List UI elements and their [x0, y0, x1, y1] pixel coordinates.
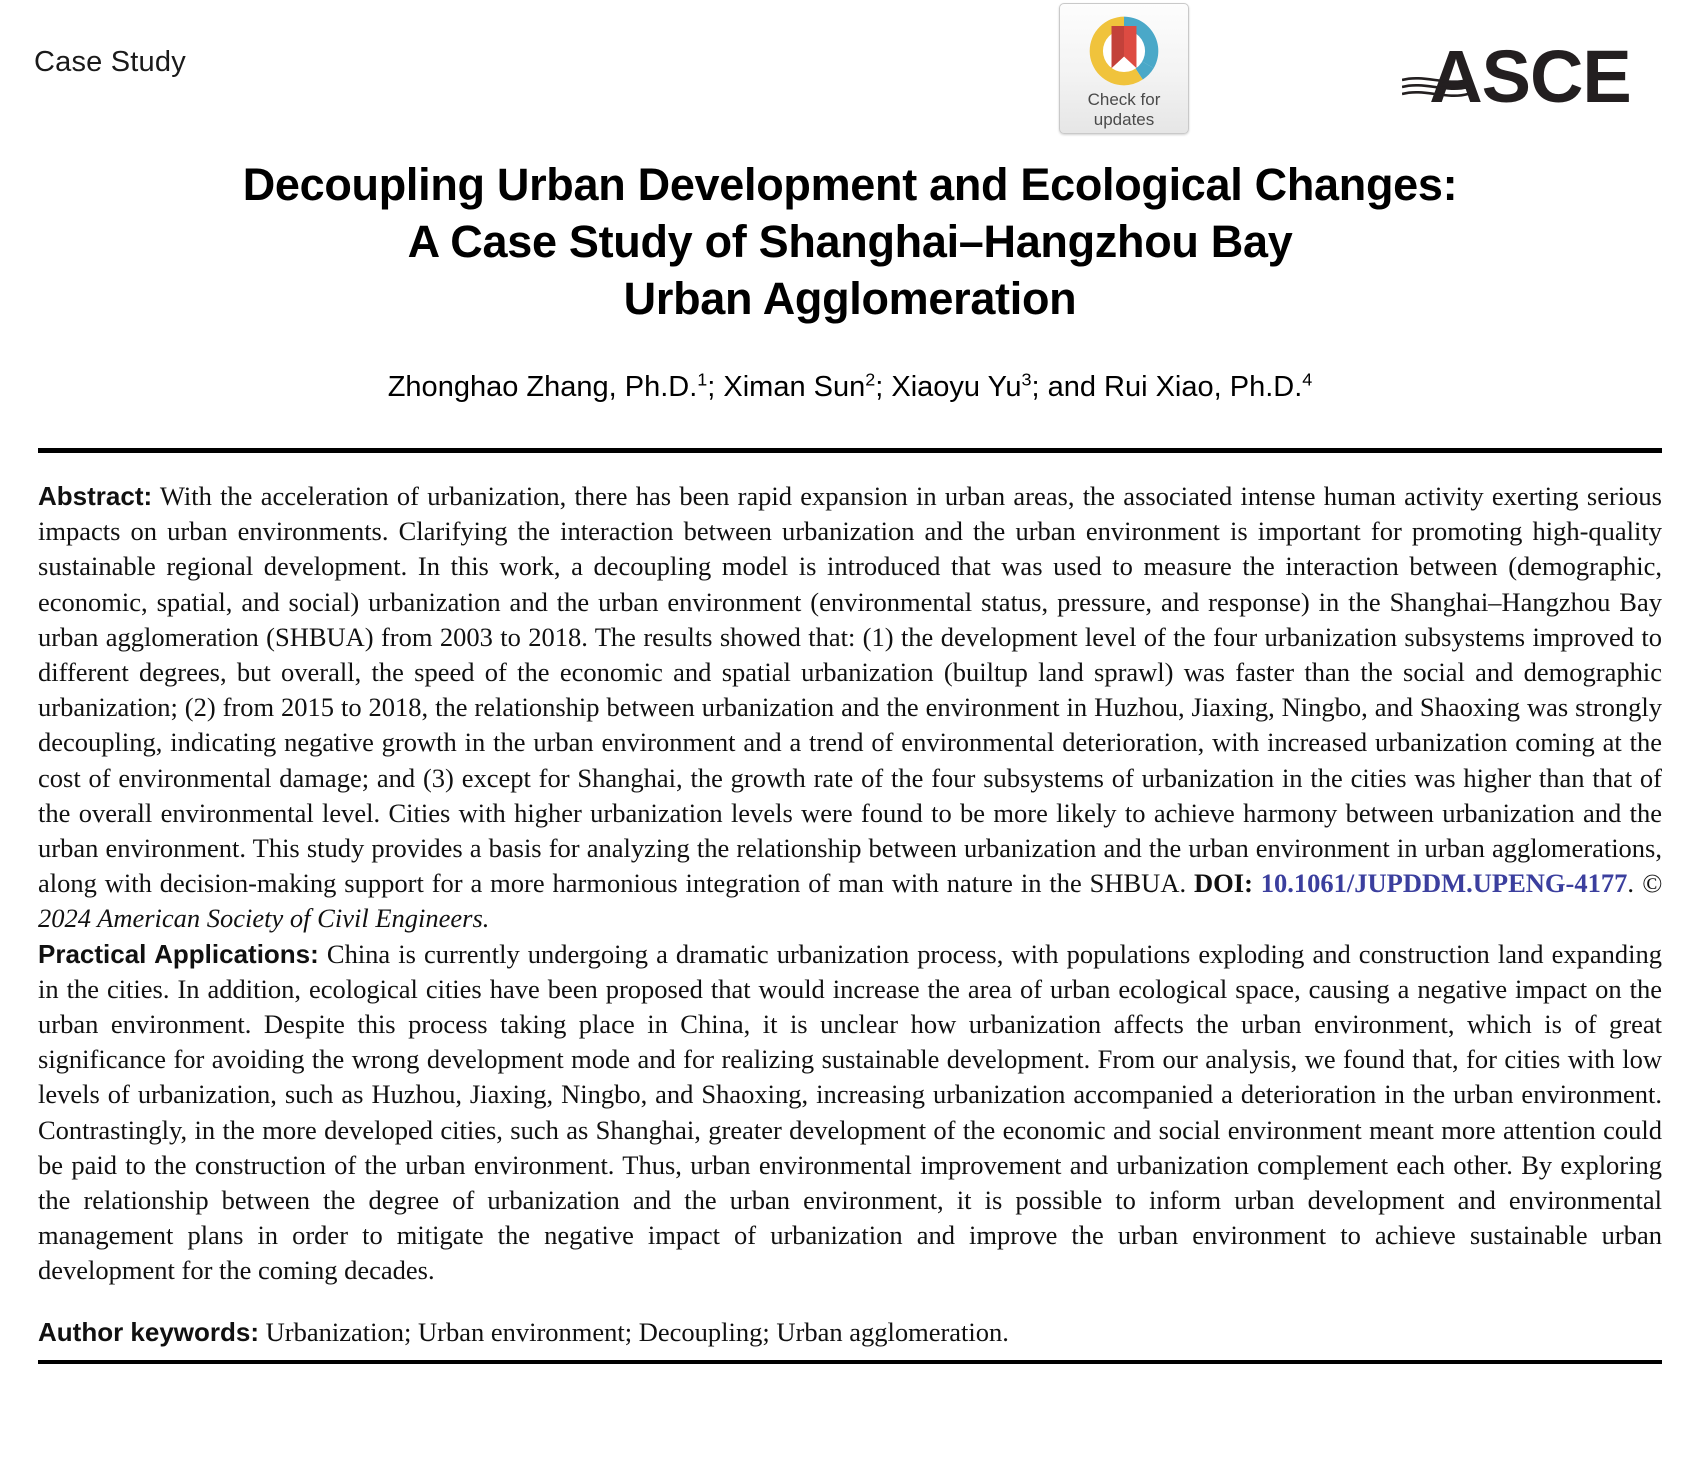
crossmark-label-line1: Check for: [1087, 90, 1161, 109]
author-keywords-text: Urbanization; Urban environment; Decoupling; Urban agglomeration.: [265, 1316, 1009, 1347]
author-list: [34, 371, 1666, 404]
abstract-label: Abstract:: [38, 481, 153, 511]
article-type-label: Case Study: [34, 46, 186, 78]
article-body: [34, 479, 1666, 1350]
doi-link[interactable]: 10.1061/JUPDDM.UPENG-4177: [1260, 868, 1628, 899]
title-line-2: A Case Study of Shanghai–Hangzhou Bay: [407, 216, 1293, 267]
asce-logo: [1402, 36, 1662, 112]
author-affiliation-marker: 4: [1302, 369, 1313, 390]
abstract-text: With the acceleration of urbanization, there has been rapid expansion in urban areas, the associated intense human activity exerting serious impacts on urban environments. Clarifying the interaction between urbanization and the urban environment is important for promoting high-quality sustainable regional development. In this work, a decoupling model is introduced that was used to measure the interaction between (demographic, economic, spatial, and social) urbanization and the urban environment (environmental status, pressure, and response) in the Shanghai–Hangzhou Bay urban agglomeration (SHBUA) from 2003 to 2018. The results showed that: (1) the development level of the four urbanization subsystems improved to different degrees, but overall, the speed of the economic and spatial urbanization (builtup land sprawl) was faster than the social and demographic urbanization; (2) from 2015 to 2018, the relationship between urbanization and the environment in Huzhou, Jiaxing, Ningbo, and Shaoxing was strongly decoupling, indicating negative growth in the urban environment and a trend of environmental deterioration, with increased urbanization coming at the cost of environmental damage; and (3) except for Shanghai, the growth rate of the four subsystems of urbanization in the cities was higher than that of the overall environmental level. Cities with higher urbanization levels were found to be more likely to achieve harmony between urbanization and the urban environment. This study provides a basis for analyzing the relationship between urbanization and the urban environment in urban agglomerations, along with decision-making support for a more harmonious integration of man with nature in the SHBUA.: [38, 481, 1662, 899]
crossmark-ring-icon: [1085, 12, 1163, 90]
header-rule: [38, 448, 1662, 453]
abstract-paragraph: [38, 479, 1662, 937]
doi-period: .: [1627, 868, 1634, 899]
author-keywords-paragraph: [38, 1315, 1662, 1350]
author-keywords-label: Author keywords:: [38, 1316, 260, 1347]
copyright-text: © 2024 American Society of Civil Engineers.: [38, 868, 1663, 934]
practical-applications-text: China is currently undergoing a dramatic urbanization process, with populations exploding and construction land expanding in the cities. In addition, ecological cities have been proposed that would increase the area of urban ecological space, causing a negative impact on the urban environment. Despite this process taking place in China, it is unclear how urbanization affects the urban environment, which is of great significance for avoiding the wrong development mode and for realizing sustainable development. From our analysis, we found that, for cities with low levels of urbanization, such as Huzhou, Jiaxing, Ningbo, and Shaoxing, increasing urbanization accompanied a deterioration in the urban environment. Contrastingly, in the more developed cities, such as Shanghai, greater development of the economic and social environment meant more attention could be paid to the construction of the urban environment. Thus, urban environmental improvement and urbanization complement each other. By exploring the relationship between the degree of urbanization and the urban environment, it is possible to inform urban development and environmental management plans in order to mitigate the negative impact of urbanization and improve the urban environment to achieve sustainable urban development for the coming decades.: [38, 938, 1662, 1286]
author-affiliation-marker: 1: [697, 369, 708, 390]
page-title: [175, 156, 1525, 327]
author-name: Zhonghao Zhang, Ph.D.: [387, 371, 698, 403]
author-name: Ximan Sun: [723, 371, 866, 403]
author-name: Xiaoyu Yu: [891, 371, 1022, 403]
author-affiliation-marker: 3: [1021, 369, 1032, 390]
footer-rule: [38, 1360, 1662, 1364]
title-block: [34, 156, 1666, 404]
title-line-1: Decoupling Urban Development and Ecological Changes:: [242, 159, 1458, 210]
practical-applications-paragraph: [38, 937, 1662, 1289]
practical-applications-label: Practical Applications:: [38, 938, 319, 969]
check-for-updates-badge[interactable]: [1059, 3, 1189, 134]
crossmark-label: [1060, 90, 1188, 130]
author-affiliation-marker: 2: [865, 369, 876, 390]
author-separator: ;: [707, 371, 724, 403]
svg-text:ASCE: ASCE: [1429, 36, 1631, 112]
crossmark-label-line2: updates: [1093, 110, 1155, 129]
doi-label: DOI:: [1194, 868, 1253, 899]
author-separator: ; and: [1031, 371, 1105, 403]
page-header: [34, 0, 1666, 150]
author-name: Rui Xiao, Ph.D.: [1104, 371, 1303, 403]
author-separator: ;: [875, 371, 892, 403]
title-line-3: Urban Agglomeration: [623, 273, 1077, 324]
